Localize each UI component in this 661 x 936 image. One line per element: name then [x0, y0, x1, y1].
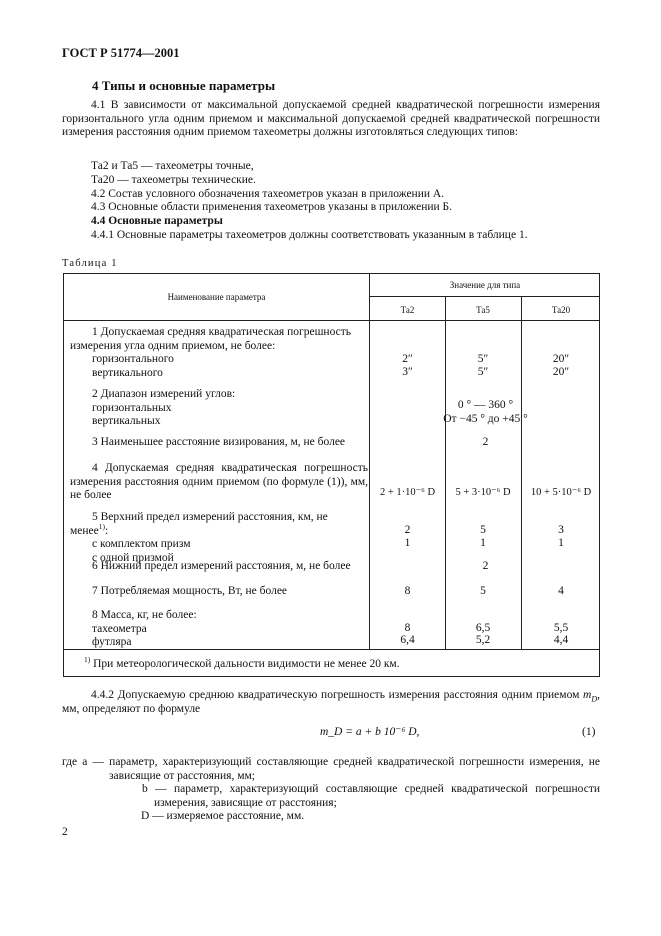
parameters-table — [63, 273, 600, 677]
row-4-ta5-value: 5 + 3·10⁻⁶ D — [455, 487, 511, 498]
table-caption: Таблица 1 — [62, 258, 118, 269]
row-2-horizontal-range: 0 ° — 360 ° — [457, 399, 514, 411]
paragraph-4-4-2 — [62, 689, 600, 716]
header-value-for-type: Значение для типа — [449, 280, 521, 290]
row-3-value: 2 — [482, 436, 489, 448]
row-3-title: 3 Наименьшее расстояние визирования, м, не более — [92, 436, 346, 448]
table-footnote — [84, 655, 400, 672]
row-5-sub-one-prism: с одной призмой — [92, 551, 174, 564]
row-2-sub-vertical: вертикальных — [92, 415, 161, 427]
row-6-text — [70, 560, 368, 574]
header-parameter-name: Наименование параметра — [167, 292, 266, 302]
types-line-1: Та2 и Та5 — тахеометры точные, — [91, 160, 254, 172]
row-7-ta20-value: 4 — [558, 585, 564, 597]
paragraph-4-1: 4.1 В зависимости от максимальной допускаемой средней квадратической погрешности измерения горизонтального угла одним приемом и максимальной допускаемой средней квадратической погрешности измерения расстояния одним приемом тахеометры должны изготовляться следующих типов: — [62, 99, 600, 138]
row-1-ta2-horizontal: 2″ — [402, 353, 413, 365]
variable-m: m — [583, 689, 592, 701]
paragraph-4-4-heading: 4.4 Основные параметры — [91, 215, 223, 227]
row-2-vertical-range: От −45 ° до +45 ° — [443, 413, 528, 425]
row-1-sub-horizontal: горизонтального — [92, 353, 174, 365]
row-7-ta2-value: 8 — [404, 585, 411, 597]
row-7-text — [70, 585, 368, 599]
row-8-ta5-tacheometer: 6,5 — [475, 622, 491, 634]
document-header: ГОСТ Р 51774—2001 — [62, 46, 180, 60]
section-title: 4 Типы и основные параметры — [92, 78, 276, 93]
row-1-ta20-horizontal: 20″ — [552, 353, 570, 365]
paragraph-4-4-2-text: 4.4.2 Допускаемую среднюю квадратическую погрешность измерения расстояния одним приемом — [91, 689, 580, 701]
definition-b: b — параметр, характеризующий составляющие средней квадратической погрешности измерения, зависящие от расстояния; — [142, 783, 600, 809]
row-2-title: 2 Диапазон измерений углов: — [92, 388, 236, 400]
row-5-ta5-prism-set: 5 — [480, 524, 486, 536]
row-1-text — [70, 326, 368, 380]
row-5-sub-prism-set: с комплектом призм — [92, 538, 191, 550]
table-divider — [369, 296, 600, 297]
row-1-title: 1 Допускаемая средняя квадратическая погрешность измерения угла одним приемом, не более: — [70, 326, 351, 352]
row-8-ta5-case: 5,2 — [475, 634, 491, 646]
row-5-footnote-mark: 1) — [98, 521, 105, 531]
row-5-ta20-one-prism: 1 — [558, 537, 564, 549]
row-5-title: 5 Верхний предел измерений расстояния, км, не менее — [70, 511, 328, 537]
paragraph-4-4-2-end: , мм, определяют по формуле — [62, 689, 600, 715]
header-type-ta5: Та5 — [476, 305, 490, 315]
row-3-text — [70, 436, 368, 450]
paragraph-4-4-1: 4.4.1 Основные параметры тахеометров должны соответствовать указанным в таблице 1. — [91, 229, 528, 241]
row-6-value: 2 — [482, 560, 489, 572]
paragraph-4-2: 4.2 Состав условного обозначения тахеометров указан в приложении А. — [91, 188, 445, 200]
row-8-title: 8 Масса, кг, не более: — [92, 609, 197, 621]
paragraph-4-3: 4.3 Основные области применения тахеометров указаны в приложении Б. — [91, 201, 453, 213]
definition-d: D — измеряемое расстояние, мм. — [141, 810, 305, 822]
row-1-ta2-vertical: 3″ — [402, 366, 413, 378]
table-divider — [64, 320, 600, 321]
row-1-ta5-horizontal: 5″ — [477, 353, 489, 365]
row-1-sub-vertical: вертикального — [92, 366, 163, 379]
row-8-ta20-tacheometer: 5,5 — [553, 622, 569, 634]
variable-m-subscript: D — [591, 694, 598, 704]
row-5-text: 5 Верхний предел измерений расстояния, км, не менее$^{1)}$: с комплектом призм с одной призмой — [70, 511, 368, 565]
page-number: 2 — [62, 826, 68, 838]
row-7-title: 7 Потребляемая мощность, Вт, не более — [92, 585, 288, 597]
types-line-2: Та20 — тахеометры технические. — [91, 174, 256, 186]
row-5-ta5-one-prism: 1 — [480, 537, 486, 549]
row-2-text — [70, 388, 368, 429]
row-5-ta2-prism-set: 2 — [404, 524, 411, 536]
footnote-mark: 1) — [84, 655, 91, 665]
row-4-title: 4 Допускаемая средняя квадратическая погрешность измерения расстояния одним приемом (по формуле (1)), мм, не более — [70, 462, 368, 501]
row-4-ta2-value: 2 + 1·10⁻⁶ D — [379, 487, 436, 498]
footnote-text: При метеорологической дальности видимости не менее 20 км. — [93, 658, 400, 670]
row-5-ta20-prism-set: 3 — [558, 524, 564, 536]
row-8-ta20-case: 4,4 — [553, 634, 569, 646]
row-4-text — [70, 462, 368, 503]
row-8-ta2-tacheometer: 8 — [404, 622, 411, 634]
row-8-ta2-case: 6,4 — [400, 634, 415, 646]
row-8-sub-case: футляра — [92, 636, 132, 648]
row-7-ta5-value: 5 — [480, 585, 486, 597]
row-8-text — [70, 609, 368, 650]
header-type-ta20: Та20 — [551, 305, 571, 315]
row-1-ta5-vertical: 5″ — [477, 366, 489, 378]
formula: m_D = a + b 10⁻⁶ D, — [320, 726, 420, 738]
row-5-ta2-one-prism: 1 — [404, 537, 411, 549]
header-type-ta2: Та2 — [400, 305, 415, 315]
row-8-sub-tacheometer: тахеометра — [92, 622, 147, 635]
definition-a: где a — параметр, характеризующий составляющие средней квадратической погрешности измерения, не зависящие от расстояния, мм; — [62, 756, 600, 782]
row-1-ta20-vertical: 20″ — [552, 366, 570, 378]
formula-number: (1) — [582, 726, 596, 738]
row-4-ta20-value: 10 + 5·10⁻⁶ D — [530, 487, 592, 498]
row-2-sub-horizontal: горизонтальных — [92, 401, 172, 414]
row-6-title: 6 Нижний предел измерений расстояния, м, не более — [92, 560, 351, 572]
